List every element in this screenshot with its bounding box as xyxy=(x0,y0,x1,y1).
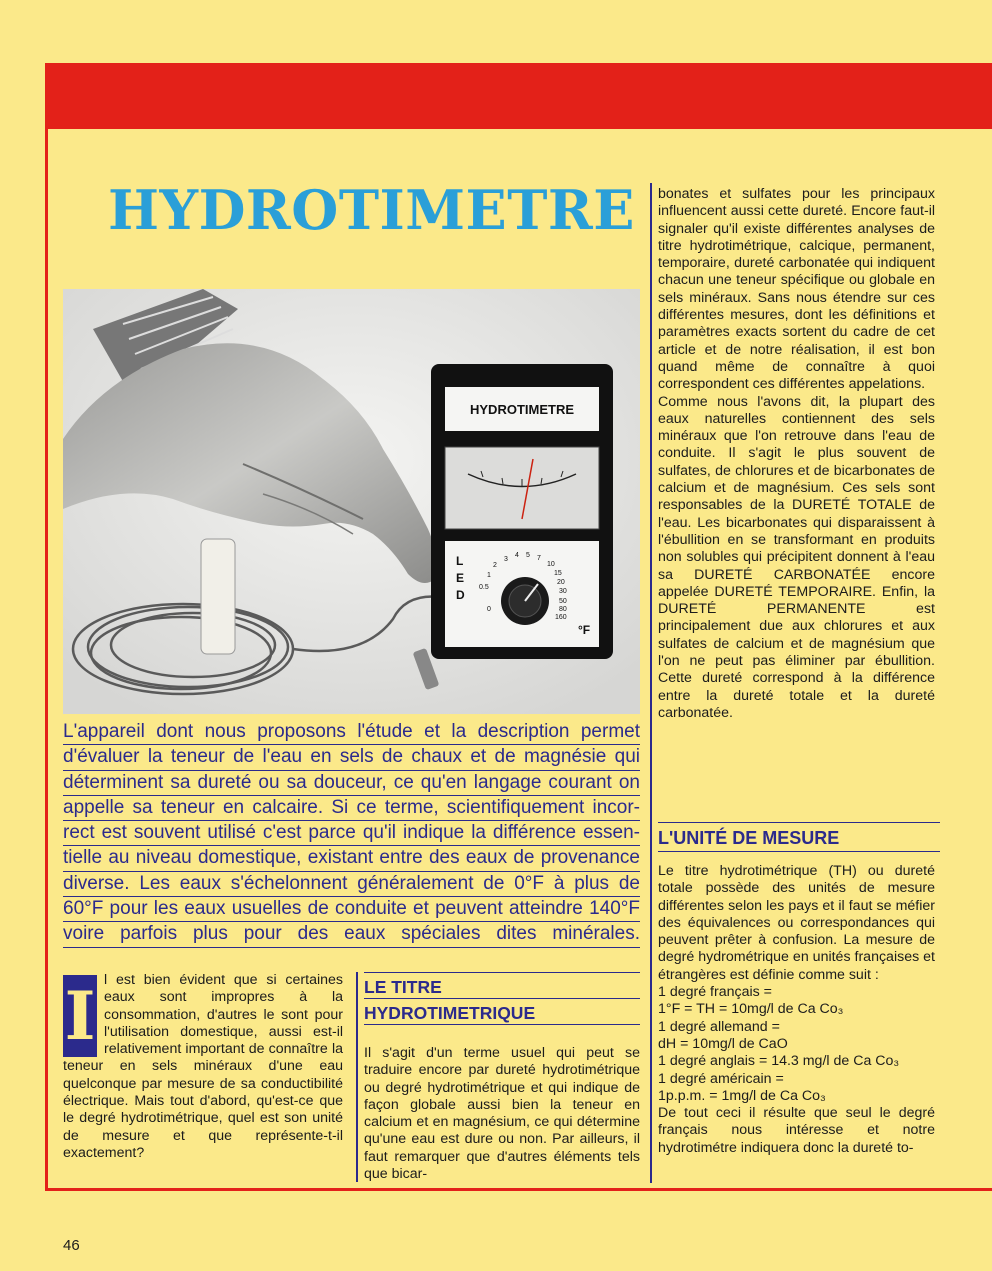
section-heading-titre xyxy=(364,972,640,1025)
intro-paragraph xyxy=(63,720,640,948)
frame-left-rule xyxy=(45,63,48,1191)
intro-line: L'appareil dont nous proposons l'étude et la description permet xyxy=(63,720,640,745)
column-3-text xyxy=(658,186,935,722)
column-3-paragraph: bonates et sulfates pour les principaux influencent aussi cette dureté. Encore faut-il signaler qu'il existe différentes analyses de titre hydrotimétrique, calcique, permanent, temporaire, dureté carbonatée qui indiquent chacun une teneur spécifique ou globale en sels minéraux. Sans nous étendre sur ces différentes mesures, dont les définitions et paramètres exacts sortent du cadre de cet article et de notre réalisation, il est bon quand même de connaître à quoi correspondent ces différentes appelations. xyxy=(658,186,935,393)
section-heading-line-2: HYDROTIMETRIQUE xyxy=(364,999,640,1025)
led-letter-l: L xyxy=(456,554,464,568)
device-photo xyxy=(63,289,640,714)
drop-cap: I xyxy=(64,977,96,1055)
equivalence-line: 1 degré allemand = xyxy=(658,1018,780,1035)
intro-line: déterminent sa dureté ou sa douceur, ce qu'en langage courant on xyxy=(63,771,640,796)
page-title: HYDROTIMETRE xyxy=(108,178,635,242)
hydrotimetre-photo-illustration xyxy=(63,289,640,714)
intro-line: diverse. Les eaux s'échelonnent généralement de 0°F à plus de xyxy=(63,872,640,897)
dial-label: 20 xyxy=(557,579,565,586)
equivalence-line: dH = 10mg/l de CaO xyxy=(658,1035,788,1052)
dial-label: 1 xyxy=(487,572,491,579)
dial-label: 10 xyxy=(547,561,555,568)
led-letter-d: D xyxy=(456,588,465,602)
column-1-text xyxy=(63,972,343,1162)
dial-label: 2 xyxy=(493,562,497,569)
dial-label: 4 xyxy=(515,552,519,559)
column-divider xyxy=(650,183,652,1183)
dial-label: 0.5 xyxy=(479,584,489,591)
intro-line: voire parfois plus pour des eaux spéciales dites minérales. xyxy=(63,922,640,947)
dial-label: 0 xyxy=(487,606,491,613)
dial-label: 7 xyxy=(537,555,541,562)
equivalence-line: 1 degré anglais = 14.3 mg/l de Ca Co₃ xyxy=(658,1053,900,1070)
unit-label: °F xyxy=(578,623,591,637)
dial-label: 30 xyxy=(559,588,567,595)
intro-line: appelle sa teneur en calcaire. Si ce terme, scientifiquement incor- xyxy=(63,796,640,821)
intro-line: 60°F pour les eaux usuelles de conduite et peuvent atteindre 140°F xyxy=(63,897,640,922)
section-heading-unite: L'UNITÉ DE MESURE xyxy=(658,822,940,852)
dial-label: 5 xyxy=(526,552,530,559)
column-divider xyxy=(356,972,358,1182)
dial-label: 160 xyxy=(555,614,567,621)
page-number: 46 xyxy=(63,1237,80,1254)
dial-label: 15 xyxy=(554,570,562,577)
column-2-text: Il s'agit d'un terme usuel qui peut se traduire encore par dureté hydrotimétrique ou degré hydrotimétrique et qui indique de façon globale aussi bien la teneur en calcium et en magnésium, ce qui détermine qu'une eau est dure ou non. Par ailleurs, il faut remarquer que d'autres éléments tels que bicar- xyxy=(364,1045,640,1183)
section-heading-line-1: LE TITRE xyxy=(364,973,640,999)
intro-line: d'évaluer la teneur de l'eau en sels de chaux et de magnésie qui xyxy=(63,745,640,770)
column-1-body: l est bien évident que si certaines eaux sont impropres à la consommation, d'autres le sont pour l'utilisation domestique, aussi est-il relativement important de connaître la teneur en sels minéraux d'une eau quelconque par mesure de sa conductibilité électrique. Mais tout d'abord, qu'est-ce que le degré hydrotimétrique, quel est son unité de mesure et que représente-t-il exactement? xyxy=(63,972,343,1161)
frame-bottom-rule xyxy=(45,1188,992,1191)
intro-line: tielle au niveau domestique, existant entre des eaux de provenance xyxy=(63,846,640,871)
unite-paragraph: De tout ceci il résulte que seul le degré français nous intéresse et notre hydrotimétre indiquera donc la dureté to- xyxy=(658,1105,935,1156)
intro-line: rect est souvent utilisé c'est parce qu'il indique la différence essen- xyxy=(63,821,640,846)
dial-label: 3 xyxy=(504,556,508,563)
red-banner xyxy=(47,63,992,129)
equivalence-line: 1 degré français = xyxy=(658,984,772,1001)
led-letter-e: E xyxy=(456,571,465,585)
device-label: HYDROTIMETRE xyxy=(470,402,574,417)
dial-label: 80 xyxy=(559,606,567,613)
equivalence-line: 1 degré américain = xyxy=(658,1070,784,1087)
equivalence-line: 1p.p.m. = 1mg/l de Ca Co₃ xyxy=(658,1087,826,1104)
dial-label: 50 xyxy=(559,598,567,605)
column-3-paragraph: Comme nous l'avons dit, la plupart des eaux naturelles contiennent des sels minéraux que l'on retrouve dans l'eau de conduite. Il s'agit le plus souvent de sulfates, de chlorures et de bicarbonates de calcium et de magnésium. Ces sels sont responsables de la DURETÉ TOTALE de l'eau. Les bicarbonates qui disparaissent à l'ébullition en se transformant en produits non solubles qui précipitent donnent à l'eau sa DURETÉ CARBONATÉE encore appelée DURETÉ TEMPORAIRE. Enfin, la DURETÉ PERMANENTE est principalement due aux chlorures et aux sulfates de calcium et de magnésium que l'on ne peut pas éliminer par ébullition. Cette dureté correspond à la différence entre la dureté totale et la dureté carbonatée. xyxy=(658,393,935,721)
unite-paragraph: Le titre hydrotimétrique (TH) ou dureté totale possède des unités de mesure différentes selon les pays et il faut se méfier des équivalences ou correspondances qui peuvent prêter à confusion. La mesure de degré hydrométrique en unités françaises et étrangères est définie comme suit : xyxy=(658,863,935,983)
equivalence-line: 1°F = TH = 10mg/l de Ca Co₃ xyxy=(658,1001,844,1018)
unite-text xyxy=(658,863,935,1157)
